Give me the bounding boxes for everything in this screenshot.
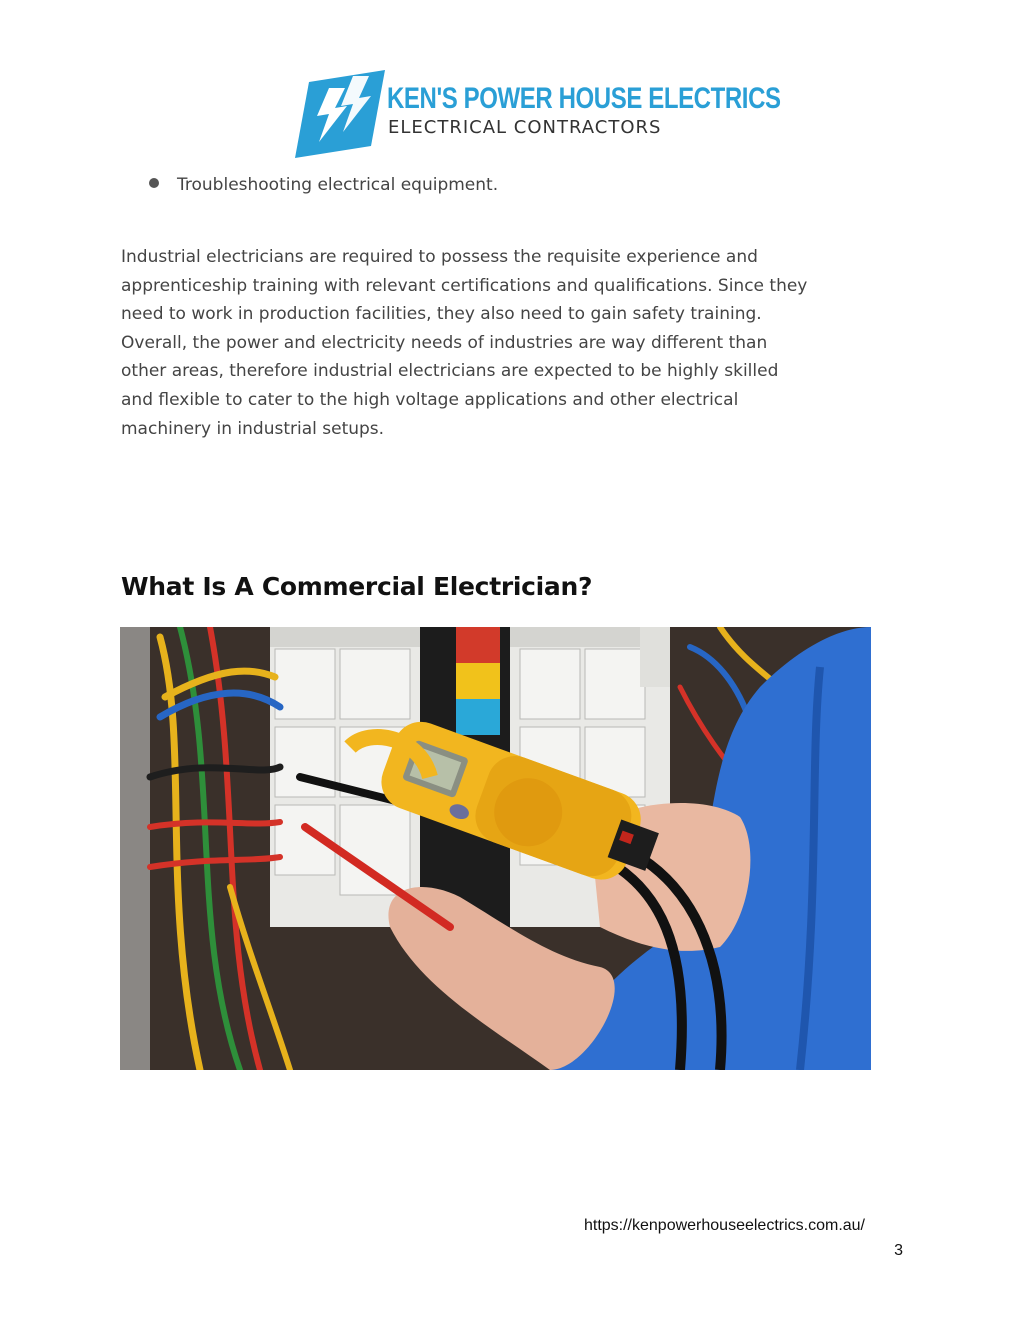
bullet-text: Troubleshooting electrical equipment. bbox=[177, 175, 499, 195]
paragraph-line: other areas, therefore industrial electricians are expected to be highly skilled bbox=[121, 361, 779, 382]
company-logo bbox=[295, 66, 781, 158]
lightning-logo-icon bbox=[295, 66, 387, 158]
paragraph-line: and flexible to cater to the high voltage applications and other electrical bbox=[121, 389, 739, 410]
paragraph-line: need to work in production facilities, they also need to gain safety training. bbox=[121, 304, 762, 325]
paragraph-line: Industrial electricians are required to possess the requisite experience and bbox=[121, 247, 758, 267]
section-heading: What Is A Commercial Electrician? bbox=[121, 572, 593, 601]
paragraph-line: Overall, the power and electricity needs of industries are way different than bbox=[121, 332, 768, 353]
paragraph-line: machinery in industrial setups. bbox=[121, 418, 385, 439]
paragraph-line: apprenticeship training with relevant certifications and qualifications. Since they bbox=[121, 275, 808, 296]
electrician-illustration bbox=[120, 627, 871, 1070]
logo-subtitle: ELECTRICAL CONTRACTORS bbox=[388, 117, 662, 138]
electrician-photo bbox=[120, 627, 871, 1070]
page-number: 3 bbox=[894, 1242, 903, 1259]
logo-title: KEN'S POWER HOUSE ELECTRICS bbox=[387, 82, 781, 115]
bullet-icon bbox=[149, 178, 159, 188]
footer-url-link[interactable]: https://kenpowerhouseelectrics.com.au/ bbox=[583, 1217, 865, 1234]
body-paragraph bbox=[121, 243, 911, 443]
bullet-item bbox=[149, 175, 498, 195]
